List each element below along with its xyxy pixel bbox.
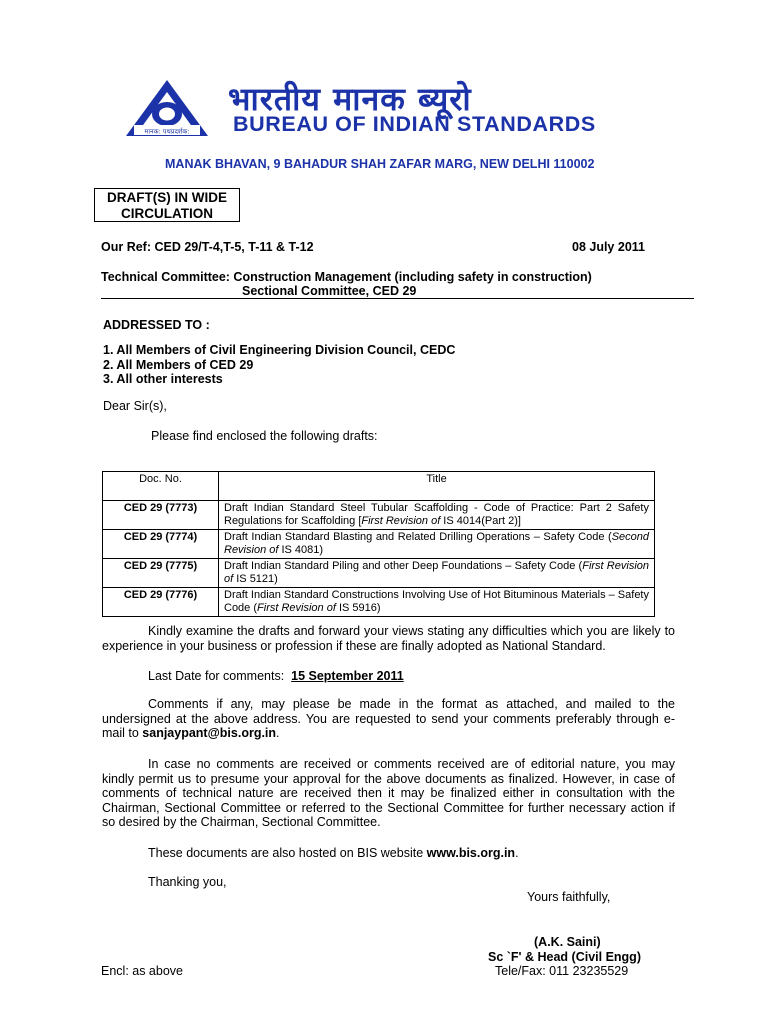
- doc-title: Draft Indian Standard Steel Tubular Scaffolding - Code of Practice: Part 2 Safety Regulations for Scaffolding [First Revision of IS 4014(Part 2)]: [219, 501, 655, 530]
- last-date-value: 15 September 2011: [291, 669, 404, 683]
- doc-number: CED 29 (7776): [103, 588, 219, 617]
- divider: [101, 298, 694, 299]
- table-row: [103, 559, 655, 588]
- bis-logo: [122, 76, 212, 142]
- letter-date: 08 July 2011: [572, 240, 645, 254]
- table-header-row: [103, 472, 655, 501]
- signatory-name: (A.K. Saini): [534, 935, 601, 949]
- doc-number: CED 29 (7774): [103, 530, 219, 559]
- signatory-phone: Tele/Fax: 011 23235529: [495, 964, 629, 978]
- addressee-item: 2. All Members of CED 29: [103, 358, 254, 372]
- email-link[interactable]: sanjaypant@bis.org.in: [142, 726, 277, 740]
- column-header: Title: [219, 472, 655, 501]
- last-date-label: Last Date for comments:: [148, 669, 285, 683]
- doc-title: Draft Indian Standard Blasting and Related Drilling Operations – Safety Code (Second Revision of IS 4081): [219, 530, 655, 559]
- org-address: MANAK BHAVAN, 9 BAHADUR SHAH ZAFAR MARG, NEW DELHI 110002: [165, 157, 595, 171]
- body-paragraph: In case no comments are received or comments received are of editorial nature, you may kindly permit us to presume your approval for the above documents as finalized. However, in case of comments of technical nature are received then it may be finalized either in consultation with the Chairman, Sectional Committee or referred to the Sectional Committee for further necessary action if so desired by the Chairman, Sectional Committee.: [102, 757, 675, 829]
- addressed-heading: ADDRESSED TO :: [103, 318, 210, 332]
- body-paragraph: Kindly examine the drafts and forward your views stating any difficulties which you are likely to experience in your business or profession if these are finally adopted as National Standard.: [102, 624, 675, 653]
- website-line: These documents are also hosted on BIS website www.bis.org.in.: [148, 846, 519, 860]
- signatory-designation: Sc `F' & Head (Civil Engg): [488, 950, 641, 964]
- drafts-table: [102, 471, 655, 617]
- doc-title: Draft Indian Standard Constructions Involving Use of Hot Bituminous Materials – Safety Code (First Revision of IS 5916): [219, 588, 655, 617]
- website-link[interactable]: www.bis.org.in: [426, 846, 516, 860]
- committee-line: Technical Committee: Construction Management (including safety in construction): [101, 270, 592, 284]
- thanks: Thanking you,: [148, 875, 227, 889]
- doc-title: Draft Indian Standard Piling and other Deep Foundations – Safety Code (First Revision of IS 5121): [219, 559, 655, 588]
- salutation: Dear Sir(s),: [103, 399, 167, 413]
- org-name: BUREAU OF INDIAN STANDARDS: [233, 112, 596, 136]
- addressee-item: 3. All other interests: [103, 372, 223, 386]
- logo-caption: मानक: पथप्रदर्शक:: [144, 127, 190, 136]
- reference-number: Our Ref: CED 29/T-4,T-5, T-11 & T-12: [101, 240, 314, 254]
- addressee-item: 1. All Members of Civil Engineering Division Council, CEDC: [103, 343, 456, 357]
- doc-number: CED 29 (7775): [103, 559, 219, 588]
- table-row: [103, 501, 655, 530]
- draft-box-line: DRAFT(S) IN WIDE: [107, 190, 227, 205]
- draft-circulation-box: [94, 188, 240, 222]
- table-row: [103, 530, 655, 559]
- last-date-line: [148, 669, 404, 684]
- body-paragraph: Comments if any, may please be made in the format as attached, and mailed to the undersigned at the above address. You are requested to send your comments preferably through e-mail to sanjaypant@bis.org.in.: [102, 697, 675, 740]
- closing: Yours faithfully,: [527, 890, 611, 904]
- column-header: Doc. No.: [103, 472, 219, 501]
- doc-number: CED 29 (7773): [103, 501, 219, 530]
- table-row: [103, 588, 655, 617]
- committee-line: Sectional Committee, CED 29: [242, 284, 417, 298]
- intro-text: Please find enclosed the following drafts:: [151, 429, 378, 443]
- draft-box-line: CIRCULATION: [121, 206, 213, 221]
- enclosure-note: Encl: as above: [101, 964, 183, 978]
- org-name-hindi: भारतीय मानक ब्यूरो: [228, 80, 472, 118]
